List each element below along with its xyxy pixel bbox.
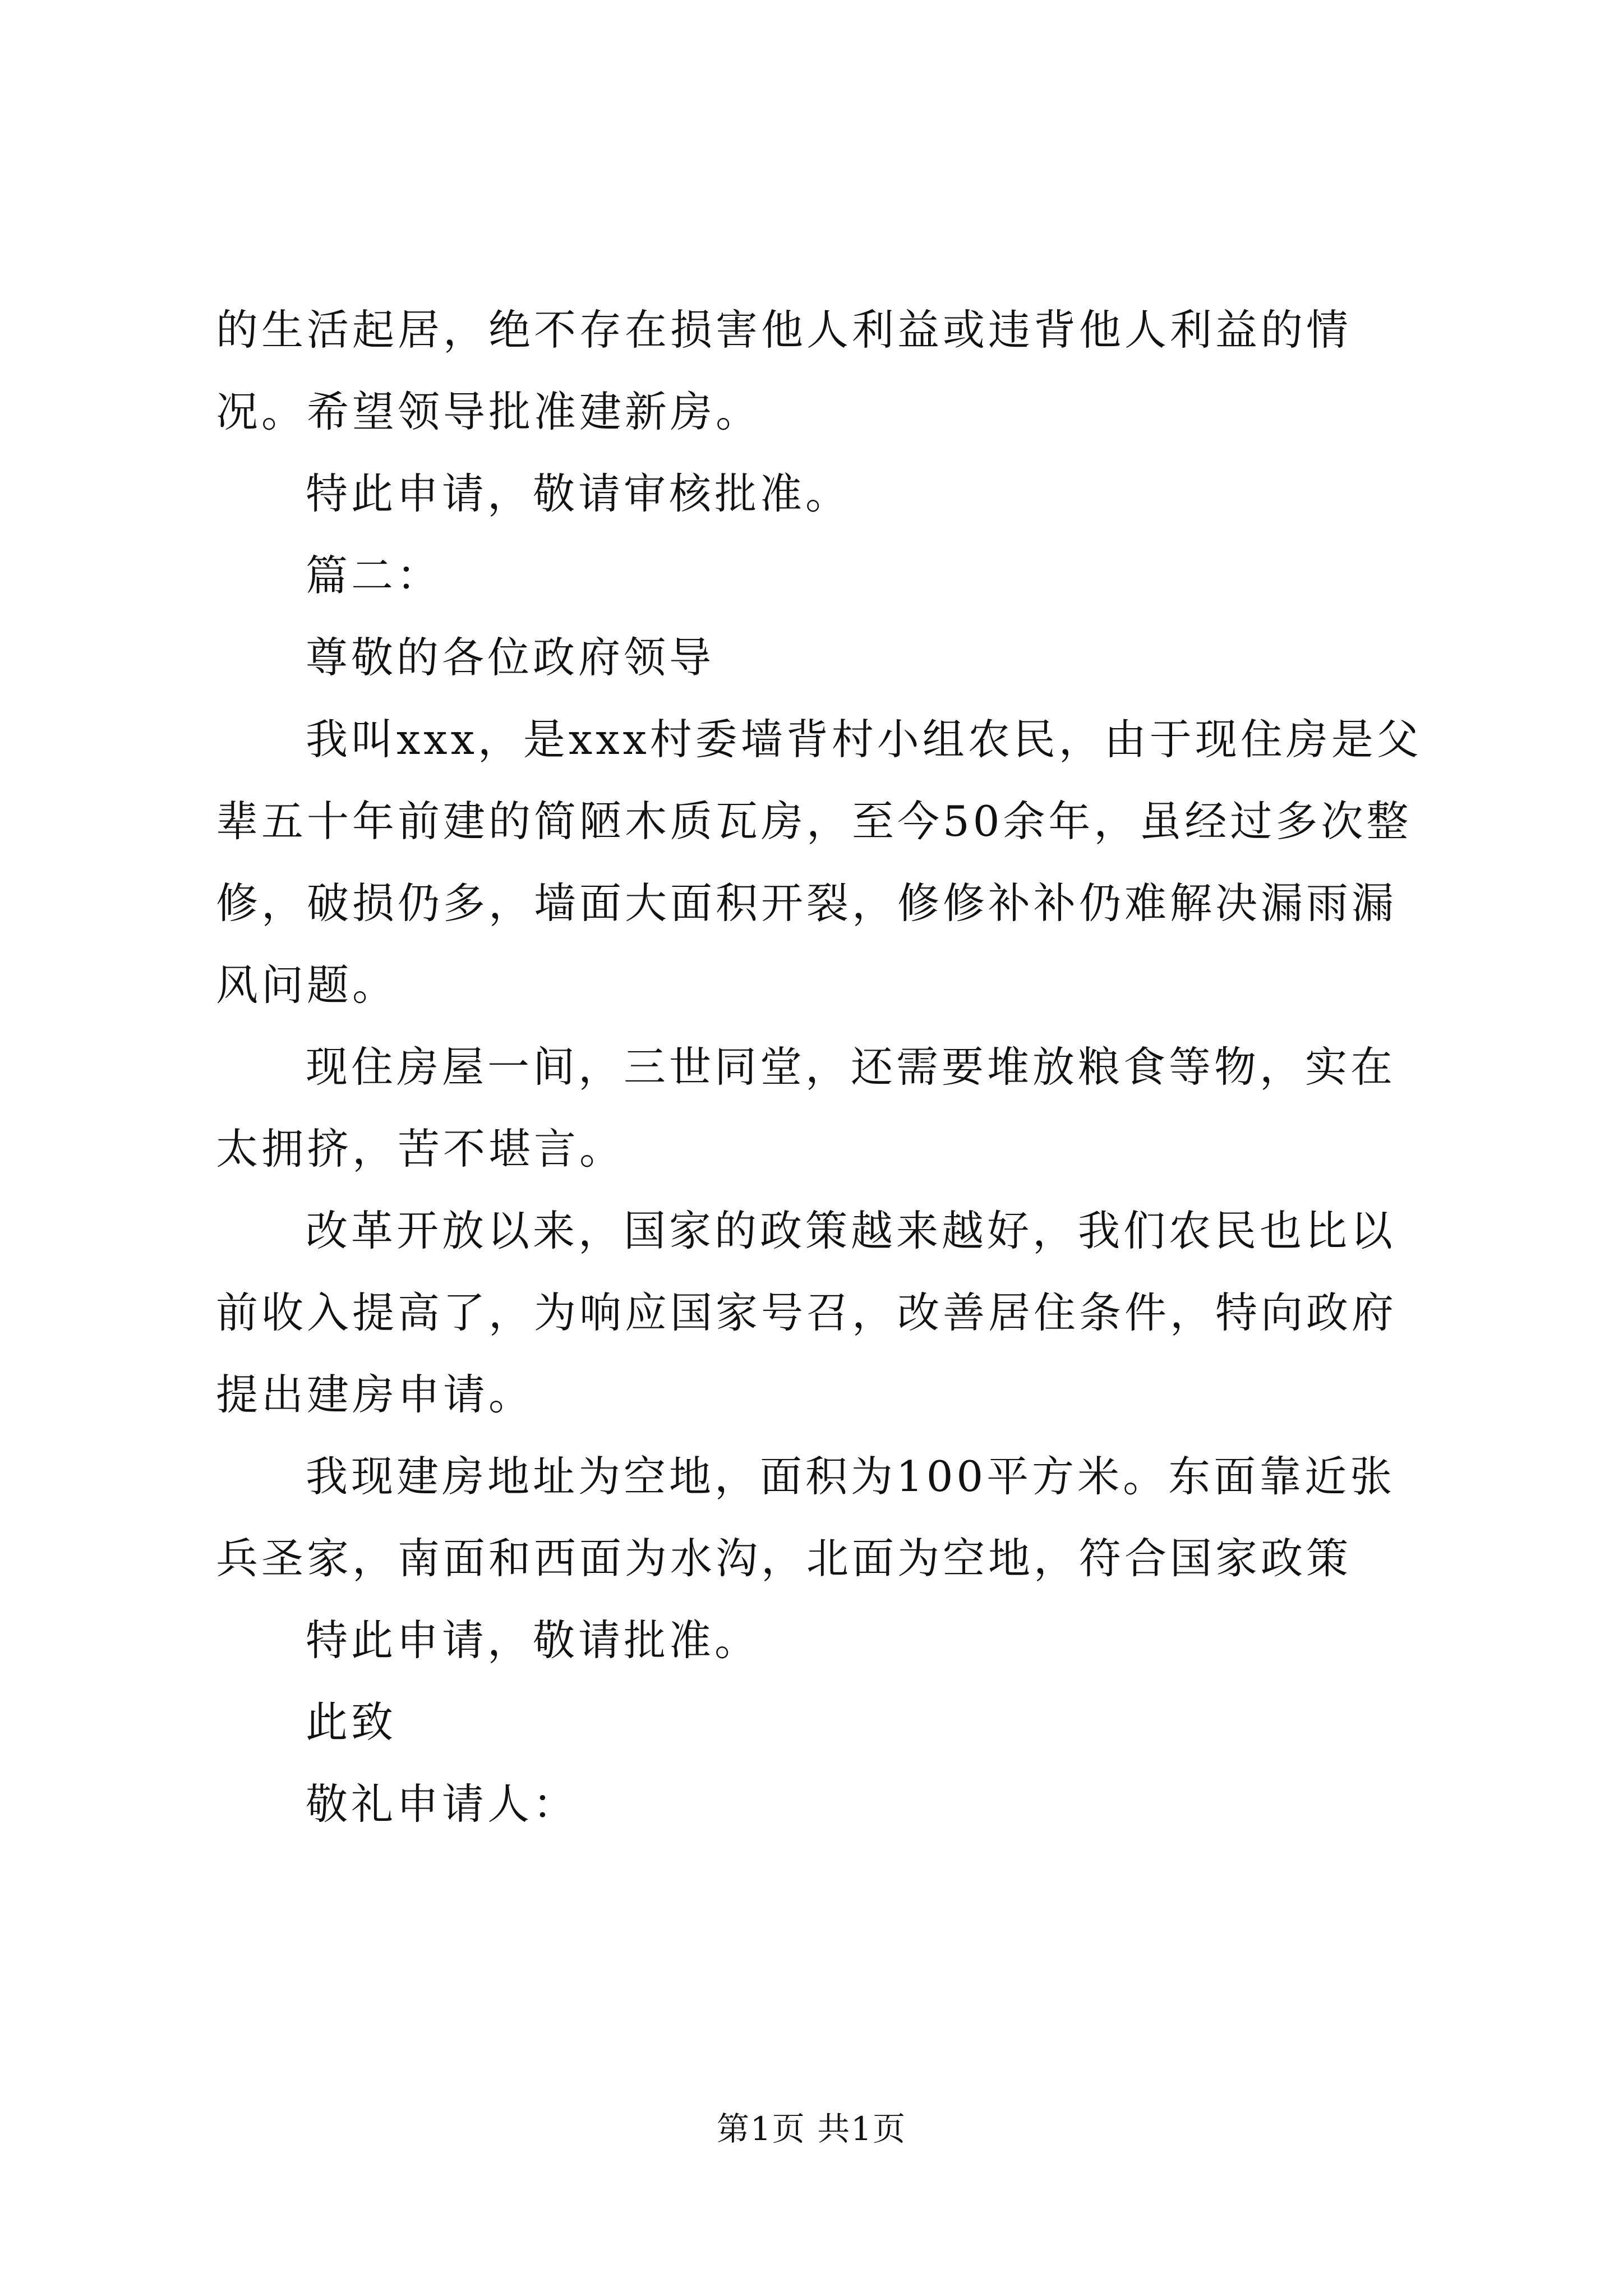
paragraph-request: 特此申请，敬请批准。	[306, 1616, 760, 1665]
paragraph-living-conditions: 现住房屋一间，三世同堂，还需要堆放粮食等物，实在太拥挤，苦不堪言。	[216, 1042, 1396, 1174]
paragraph-closing-request: 特此申请，敬请审核批准。	[306, 469, 851, 518]
closing-phrase: 此致	[306, 1697, 397, 1747]
signature-line: 敬礼申请人：	[306, 1779, 579, 1829]
paragraph-reason: 改革开放以来，国家的政策越来越好，我们农民也比以前收入提高了，为响应国家号召，改善居住条件，特向政府提出建房申请。	[216, 1206, 1398, 1419]
paragraph-site-description: 我现建房地址为空地，面积为100平方米。东面靠近张兵圣家，南面和西面为水沟，北面为空地，符合国家政策	[216, 1452, 1396, 1583]
paragraph-continuation: 的生活起居，绝不存在损害他人利益或违背他人利益的情况。希望领导批准建新房。	[216, 305, 1352, 436]
paragraph-introduction: 我叫xxx，是xxx村委墙背村小组农民，由于现住房是父辈五十年前建的简陋木质瓦房，至今50余年，虽经过多次整修，破损仍多，墙面大面积开裂，修修补补仍难解决漏雨漏风问题。	[216, 715, 1422, 1010]
document-body	[216, 289, 1427, 1845]
section-heading: 篇二：	[306, 551, 442, 600]
salutation: 尊敬的各位政府领导	[306, 633, 715, 682]
page-footer: 第1页 共1页	[716, 2110, 907, 2148]
